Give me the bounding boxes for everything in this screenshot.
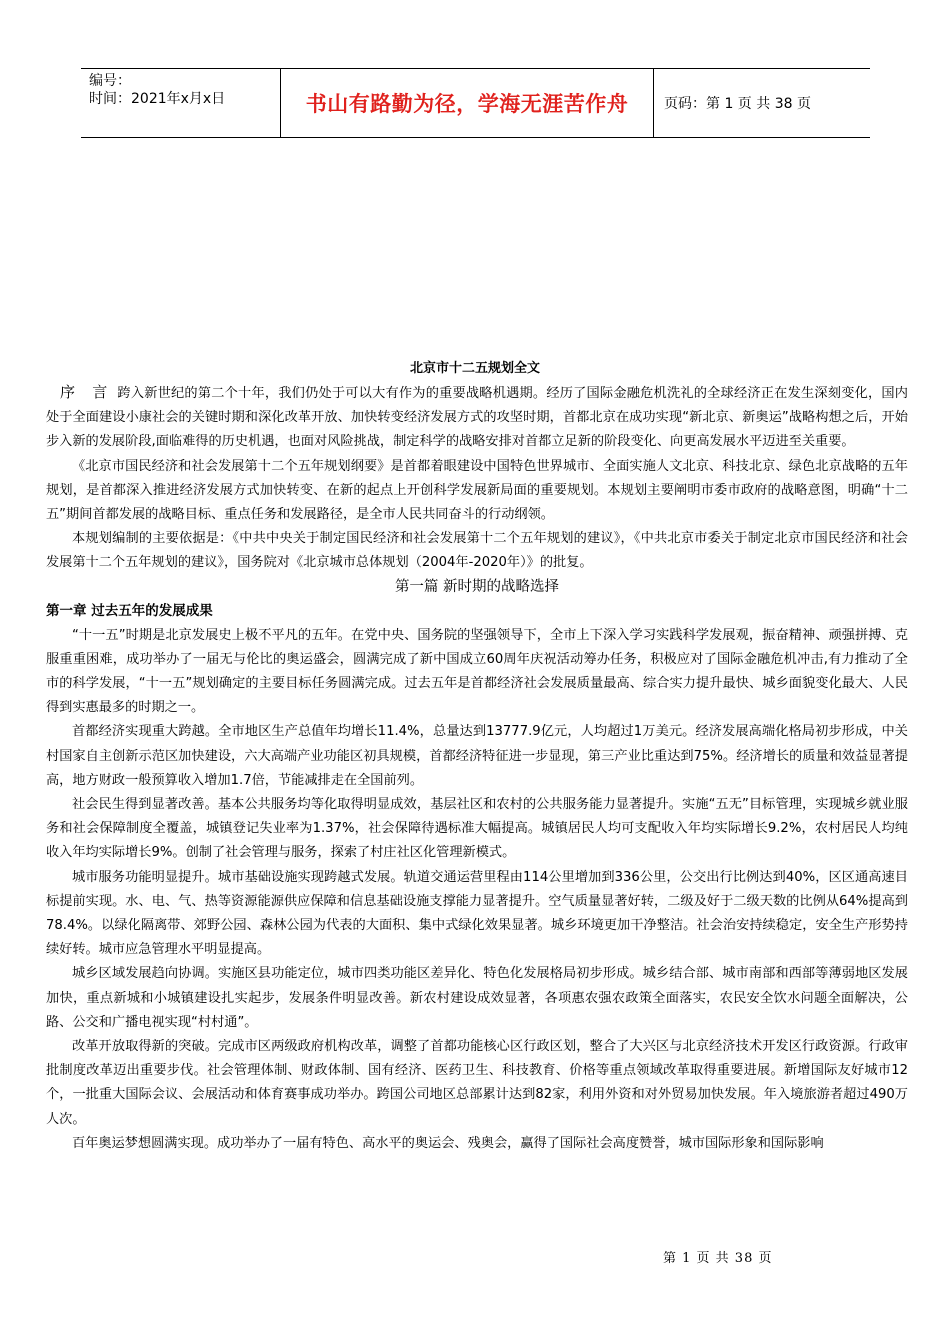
- header-page-label: 页码：第 1 页 共 38 页: [664, 96, 811, 112]
- body-paragraph: 改革开放取得新的突破。完成市区两级政府机构改革，调整了首都功能核心区行政区划，整合了大兴区与北京经济技术开发区行政资源。行政审批制度改革迈出重要步伐。社会管理体制、财政体制、国有经济、医药卫生、科技教育、价格等重点领域改革取得重要进展。新增国际友好城市12个，一批重大国际会议、会展活动和体育赛事成功举办。跨国公司地区总部累计达到82家，利用外资和对外贸易加快发展。年入境旅游者超过490万人次。: [46, 1039, 908, 1127]
- document-time-label: 时间：2021年x月x日: [89, 91, 226, 107]
- document-title: 北京市十二五规划全文: [409, 361, 540, 376]
- document-body: [46, 380, 908, 1156]
- header-table: [81, 68, 870, 138]
- header-meta-cell: [81, 69, 281, 137]
- body-paragraph: 社会民生得到显著改善。基本公共服务均等化取得明显成效，基层社区和农村的公共服务能力显著提升。实施“五无”目标管理，实现城乡就业服务和社会保障制度全覆盖，城镇登记失业率为1.37%，社会保障待遇标准大幅提高。城镇居民人均可支配收入年均实际增长9.2%，农村居民人均纯收入年均实际增长9%。创制了社会管理与服务，探索了村庄社区化管理新模式。: [46, 797, 908, 861]
- preface-label: 序 言: [60, 383, 114, 401]
- basis-paragraph: 本规划编制的主要依据是：《中共中央关于制定国民经济和社会发展第十二个五年规划的建议》，《中共北京市委关于制定北京市国民经济和社会发展第十二个五年规划的建议》，国务院对《北京城市总体规划（2004年-2020年）》的批复。: [46, 531, 908, 571]
- header-motto: 书山有路勤为径，学海无涯苦作舟: [281, 69, 654, 137]
- preface-paragraph: [46, 380, 908, 455]
- document-number-label: 编号：: [89, 73, 131, 89]
- page-footer: 第 1 页 共 38 页: [663, 1251, 773, 1266]
- part-heading: 第一篇 新时期的战略选择: [394, 578, 560, 595]
- chapter-heading: 第一章 过去五年的发展成果: [46, 602, 213, 619]
- body-paragraph: 城市服务功能明显提升。城市基础设施实现跨越式发展。轨道交通运营里程由114公里增加到336公里，公交出行比例达到40%，区区通高速目标提前实现。水、电、气、热等资源能源供应保障和信息基础设施支撑能力显著提升。空气质量显著好转，二级及好于二级天数的比例从64%提高到78.4%。以绿化隔离带、郊野公园、森林公园为代表的大面积、集中式绿化效果显著。城乡环境更加干净整洁。社会治安持续稳定，安全生产形势持续好转。城市应急管理水平明显提高。: [46, 869, 908, 958]
- body-paragraph: 城乡区域发展趋向协调。实施区县功能定位，城市四类功能区差异化、特色化发展格局初步形成。城乡结合部、城市南部和西部等薄弱地区发展加快，重点新城和小城镇建设扎实起步，发展条件明显改善。新农村建设成效显著，各项惠农强农政策全面落实，农民安全饮水问题全面解决，公路、公交和广播电视实现“村村通”。: [46, 966, 908, 1030]
- preface-text: 跨入新世纪的第二个十年，我们仍处于可以大有作为的重要战略机遇期。经历了国际金融危机洗礼的全球经济正在发生深刻变化，国内处于全面建设小康社会的关键时期和深化改革开放、加快转变经济发展方式的攻坚时期，首都北京在成功实现“新北京、新奥运”战略构想之后，开始步入新的发展阶段,面临难得的历史机遇，也面对风险挑战，制定科学的战略安排对首都立足新的阶段变化、向更高发展水平迈进至关重要。: [46, 386, 908, 450]
- body-paragraph: 首都经济实现重大跨越。全市地区生产总值年均增长11.4%，总量达到13777.9亿元，人均超过1万美元。经济发展高端化格局初步形成，中关村国家自主创新示范区加快建设，六大高端产业功能区初具规模，首都经济特征进一步显现，第三产业比重达到75%。经济增长的质量和效益显著提高，地方财政一般预算收入增加1.7倍，节能减排走在全国前列。: [46, 724, 908, 788]
- body-paragraph: 百年奥运梦想圆满实现。成功举办了一届有特色、高水平的奥运会、残奥会，赢得了国际社会高度赞誉，城市国际形象和国际影响: [72, 1135, 824, 1151]
- outline-paragraph: 《北京市国民经济和社会发展第十二个五年规划纲要》是首都着眼建设中国特色世界城市、全面实施人文北京、科技北京、绿色北京战略的五年规划，是首都深入推进经济发展方式加快转变、在新的起点上开创科学发展新局面的重要规划。本规划主要阐明市委市政府的战略意图，明确“十二五”期间首都发展的战略目标、重点任务和发展路径，是全市人民共同奋斗的行动纲领。: [46, 458, 908, 523]
- body-paragraph: “十一五”时期是北京发展史上极不平凡的五年。在党中央、国务院的坚强领导下，全市上下深入学习实践科学发展观，振奋精神、顽强拼搏、克服重重困难，成功举办了一届无与伦比的奥运盛会，圆满完成了新中国成立60周年庆祝活动筹办任务，积极应对了国际金融危机冲击,有力推动了全市的科学发展，“十一五”规划确定的主要目标任务圆满完成。过去五年是首都经济社会发展质量最高、综合实力提升最快、城乡面貌变化最大、人民得到实惠最多的时期之一。: [46, 627, 908, 716]
